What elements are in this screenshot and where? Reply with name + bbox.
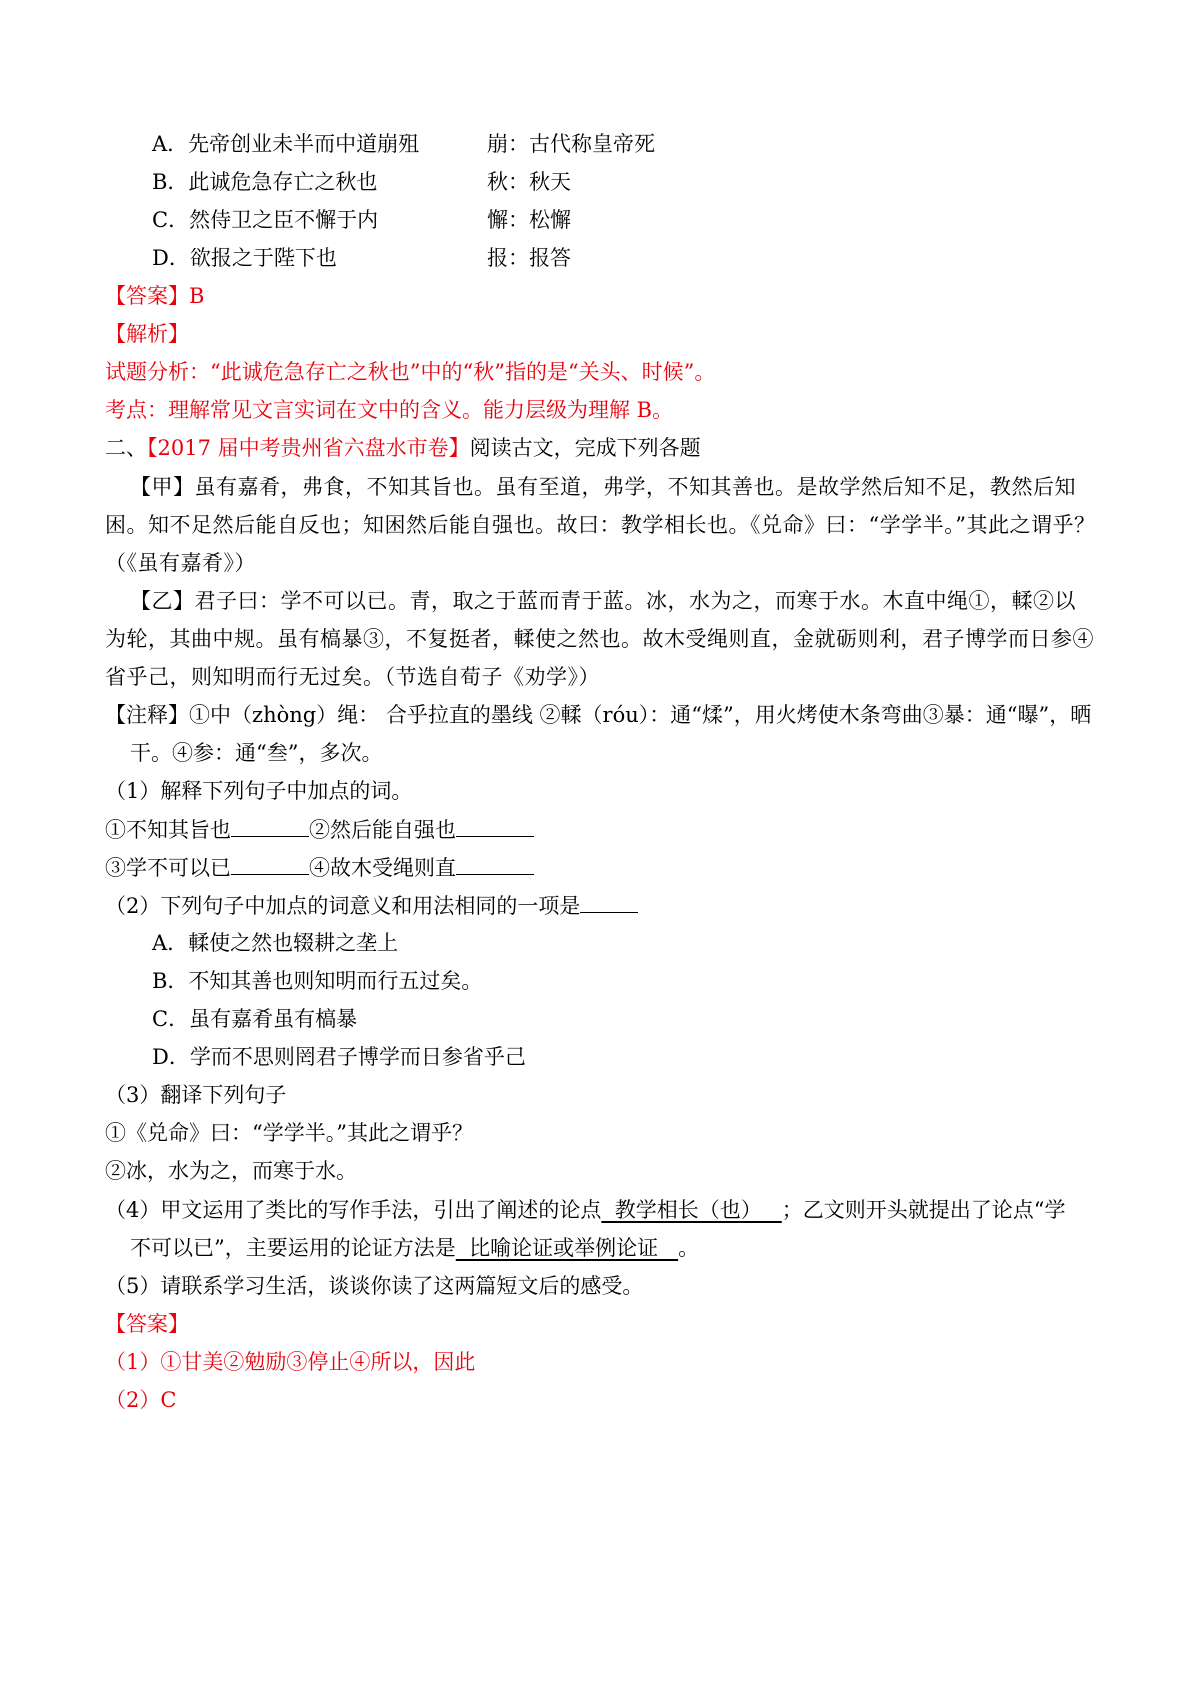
subquestion-1-row-1 [105, 814, 534, 845]
passage-jia-line-1: 【甲】虽有嘉肴，弗食，不知其旨也。虽有至道，弗学，不知其善也。是故学然后知不足，教然后知 [130, 475, 1076, 499]
word-item-1: ①不知其旨也 [105, 818, 231, 842]
s4-text-a: （4）甲文运用了类比的写作手法，引出了阐述的论点 [105, 1198, 602, 1222]
option-d: D．欲报之于陛下也 [152, 246, 337, 270]
answer-value: B [189, 284, 205, 308]
gloss-a: 崩：古代称皇帝死 [487, 132, 655, 156]
answer-item-1: （1）①甘美②勉励③停止④所以，因此 [105, 1350, 476, 1374]
answer-item-2: （2）C [105, 1388, 177, 1412]
answer-label-2: 【答案】 [105, 1312, 189, 1336]
answer-blank-4[interactable] [456, 852, 534, 875]
question-source: 【2017 届中考贵州省六盘水市卷】 [147, 436, 470, 460]
s4-text-c: 不可以已”，主要运用的论证方法是 [130, 1236, 456, 1260]
passage-yi-line-3: 省乎己，则知明而行无过矣。（节选自荀子《劝学》） [105, 665, 600, 689]
answer-blank-3[interactable] [231, 852, 309, 875]
analysis-label: 【解析】 [105, 322, 189, 346]
word-item-4: ④故木受绳则直 [309, 856, 456, 880]
question-number: 二、 [105, 436, 147, 460]
s4-text-d: 。 [678, 1236, 700, 1260]
s2-option-c: C．虽有嘉肴虽有槁暴 [152, 1007, 358, 1031]
answer-line-1 [105, 281, 204, 311]
subquestion-1-row-2 [105, 852, 534, 883]
answer-label: 【答案】 [105, 284, 189, 308]
s4-filled-answer-2: 比喻论证或举例论证 [455, 1236, 679, 1260]
subquestion-4-line-1 [105, 1195, 1066, 1225]
passage-jia-line-2: 困。知不足然后能自反也；知困然后能自强也。故曰：教学相长也。《兑命》曰：“学学半。”其此之谓乎？ [105, 513, 1096, 537]
passage-jia-source: （《虽有嘉肴》） [105, 551, 256, 575]
gloss-d: 报：报答 [487, 246, 571, 270]
option-a: A．先帝创业未半而中道崩殂 [152, 132, 420, 156]
analysis-point: 考点：理解常见文言实词在文中的含义。能力层级为理解 B。 [105, 398, 674, 422]
analysis-text: 试题分析：“此诚危急存亡之秋也”中的“秋”指的是“关头、时候”。 [105, 360, 716, 384]
s4-filled-answer-1: 教学相长（也） [601, 1198, 782, 1222]
notes-line-2: 干。④参：通“叁”，多次。 [130, 741, 383, 765]
answer-blank-2[interactable] [456, 814, 534, 837]
s4-text-b: ；乙文则开头就提出了论点“学 [781, 1198, 1066, 1222]
word-item-2: ②然后能自强也 [309, 818, 456, 842]
notes-line-1: 【注释】①中（zhòng）绳： 合乎拉直的墨线 ②輮（róu）：通“煣”，用火烤使木条弯曲③暴：通“曝”，晒 [105, 703, 1092, 727]
passage-yi-line-2: 为轮，其曲中规。虽有槁暴③，不复挺者，輮使之然也。故木受绳则直，金就砺则利，君子博学而日参④ [105, 627, 1094, 651]
s2-option-b: B．不知其善也则知明而行五过矣。 [152, 969, 483, 993]
gloss-b: 秋：秋天 [487, 170, 571, 194]
word-item-3: ③学不可以已 [105, 856, 231, 880]
option-b: B．此诚危急存亡之秋也 [152, 170, 378, 194]
passage-yi-line-1: 【乙】君子曰：学不可以已。青，取之于蓝而青于蓝。冰，水为之，而寒于水。木直中绳①，輮②以 [130, 589, 1076, 613]
translation-item-1: ①《兑命》曰：“学学半。”其此之谓乎？ [105, 1121, 473, 1145]
option-c: C．然侍卫之臣不懈于内 [152, 208, 379, 232]
answer-blank-1[interactable] [231, 814, 309, 837]
subquestion-1-title: （1）解释下列句子中加点的词。 [105, 779, 413, 803]
subquestion-3-title: （3）翻译下列句子 [105, 1083, 287, 1107]
subquestion-2-title: （2）下列句子中加点的词意义和用法相同的一项是 [105, 894, 581, 918]
question-instruction: 阅读古文，完成下列各题 [469, 436, 701, 460]
translation-item-2: ②冰，水为之，而寒于水。 [105, 1159, 357, 1183]
answer-blank-5[interactable] [580, 890, 638, 913]
s2-option-d: D．学而不思则罔君子博学而日参省乎己 [152, 1045, 526, 1069]
subquestion-4-line-2 [130, 1233, 699, 1263]
question-2-header [105, 433, 701, 463]
subquestion-5-title: （5）请联系学习生活，谈谈你读了这两篇短文后的感受。 [105, 1274, 644, 1298]
subquestion-2-title-line [105, 890, 638, 921]
gloss-c: 懈：松懈 [487, 208, 571, 232]
s2-option-a: A．輮使之然也辍耕之垄上 [152, 931, 399, 955]
